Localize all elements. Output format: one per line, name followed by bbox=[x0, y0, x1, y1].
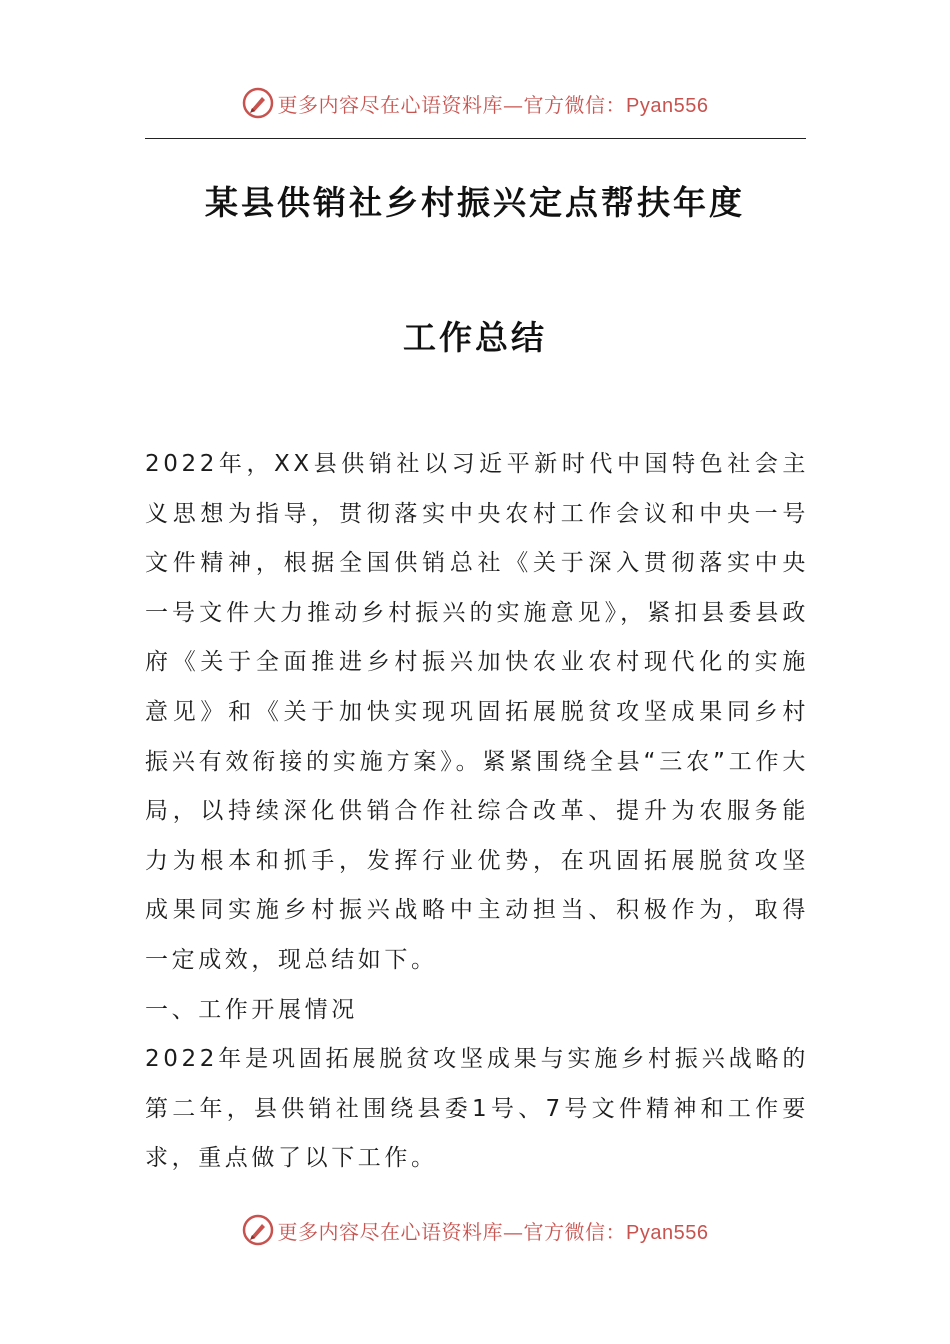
footer-watermark bbox=[0, 1210, 950, 1250]
header-watermark bbox=[0, 83, 950, 123]
document-subtitle: 工作总结 bbox=[403, 318, 547, 357]
intro-paragraph: 2022年，XX县供销社以习近平新时代中国特色社会主义思想为指导，贯彻落实中央农村工作会议和中央一号文件精神，根据全国供销总社《关于深入贯彻落实中央一号文件大力推动乡村振兴的实施意见》，紧扣县委县政府《关于全面推进乡村振兴加快农业农村现代化的实施意见》和《关于加快实现巩固拓展脱贫攻坚成果同乡村振兴有效衔接的实施方案》。紧紧围绕全县“三农”工作大局，以持续深化供销合作社综合改革、提升为农服务能力为根本和抓手，发挥行业优势，在巩固拓展脱贫攻坚成果同实施乡村振兴战略中主动担当、积极作为，取得一定成效，现总结如下。 bbox=[145, 451, 809, 973]
section-heading: 一、工作开展情况 bbox=[145, 996, 358, 1023]
pen-logo-icon bbox=[242, 87, 274, 119]
pen-logo-icon bbox=[242, 1214, 274, 1246]
section-paragraph: 2022年是巩固拓展脱贫攻坚成果与实施乡村振兴战略的第二年，县供销社围绕县委1号、7号文件精神和工作要求，重点做了以下工作。 bbox=[145, 1046, 809, 1172]
document-title: 某县供销社乡村振兴定点帮扶年度 bbox=[205, 183, 745, 222]
watermark-text: 更多内容尽在心语资料库—官方微信：Pyan556 bbox=[277, 1219, 709, 1244]
header-divider bbox=[145, 138, 806, 139]
document-body bbox=[145, 440, 809, 1184]
watermark-text: 更多内容尽在心语资料库—官方微信：Pyan556 bbox=[277, 92, 709, 117]
